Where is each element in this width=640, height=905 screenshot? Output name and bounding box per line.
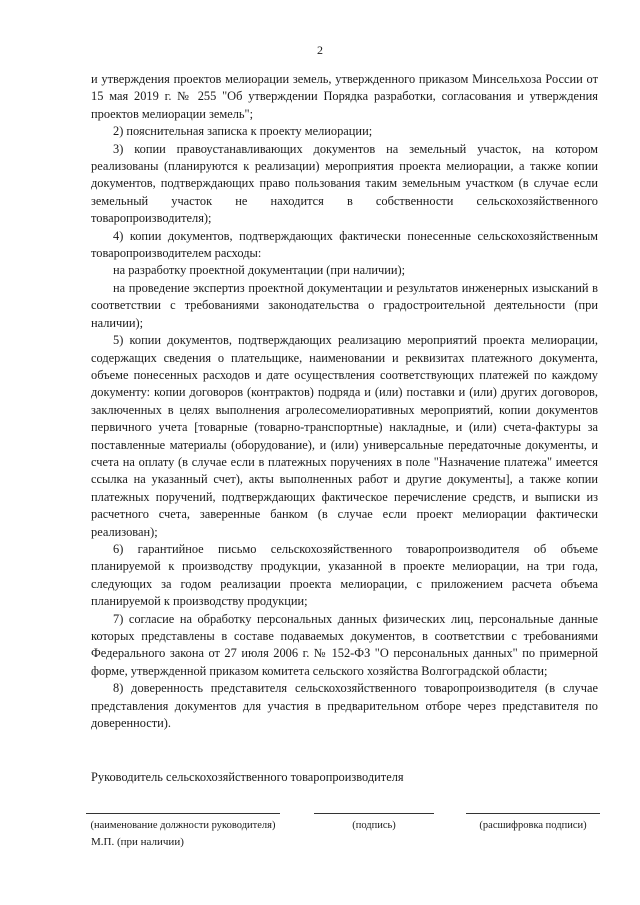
paragraph: и утверждения проектов мелиорации земель, утвержденного приказом Минсельхоза России от 15 мая 2019 г. № 255 "Об утверждении Порядка разработки, согласования и утверждения проектов мелиорации земель";: [91, 72, 598, 121]
paragraph: 3) копии правоустанавливающих документов на земельный участок, на котором реализованы (планируются к реализации) мероприятия проекта мелиорации, а также копии документов, подтверждающих право пользования таким земельным участком (в случае если земельный участок не находится в собственности сельскохозяйственного товаропроизводителя);: [91, 141, 598, 226]
position-line: [86, 813, 280, 814]
document-body: [91, 71, 598, 732]
signature-title: Руководитель сельскохозяйственного товаропроизводителя: [91, 770, 404, 784]
page-number: 2: [317, 43, 323, 57]
stamp-note: М.П. (при наличии): [91, 836, 184, 848]
paragraph: на разработку проектной документации (при наличии);: [113, 263, 406, 278]
decoding-line: [466, 813, 600, 814]
paragraph: 6) гарантийное письмо сельскохозяйственного товаропроизводителя об объеме планируемой к производству продукции, указанной в проекте мелиорации, на три года, следующих за годом реализации проекта мелиорации, с приложением расчета объема планируемой к производству продукции;: [91, 541, 598, 609]
paragraph: 4) копии документов, подтверждающих фактически понесенные сельскохозяйственным товаропроизводителем расходы:: [91, 228, 598, 261]
paragraph: 5) копии документов, подтверждающих реализацию мероприятий проекта мелиорации, содержащих сведения о плательщике, наименовании и реквизитах платежного документа, объеме понесенных расходов и дате осуществления соответствующих платежей по каждому документу: копии договоров (контрактов) подряда и (или) поставки и (или) других договоров, заключенных в целях выполнения агролесомелиоративных мероприятий, копии документов первичного учета [товарные (товарно-транспортные) накладные, и (или) счета-фактуры за поставленные материалы (оборудование), и (или) универсальные передаточные документы, и счета на оплату (в случае если в платежных поручениях в поле "Назначение платежа" имеется ссылка на указанный счет), акты выполненных работ и другие документы], а также копии платежных поручений, подтверждающих фактическое перечисление средств, и выписки из расчетного счета, заверенные банком (в случае если проект мелиорации фактически реализован);: [91, 333, 598, 539]
position-caption: (наименование должности руководителя): [90, 820, 276, 831]
paragraph: на проведение экспертиз проектной документации и результатов инженерных изысканий в соответствии с требованиями законодательства о градостроительной деятельности (при наличии);: [91, 280, 598, 330]
paragraph: 2) пояснительная записка к проекту мелиорации;: [113, 124, 373, 139]
signature-caption: (подпись): [352, 820, 396, 831]
paragraph: 8) доверенность представителя сельскохозяйственного товаропроизводителя (в случае представления документов для участия в предварительном отборе через представителя по доверенности).: [91, 681, 598, 731]
signature-line: [314, 813, 434, 814]
decoding-caption: (расшифровка подписи): [479, 820, 587, 831]
paragraph: 7) согласие на обработку персональных данных физических лиц, персональные данные которых представлены в составе подаваемых документов, в соответствии с требованиями Федерального закона от 27 июля 2006 г. № 152-ФЗ "О персональных данных" по примерной форме, утвержденной приказом комитета сельского хозяйства Волгоградской области;: [91, 611, 598, 678]
